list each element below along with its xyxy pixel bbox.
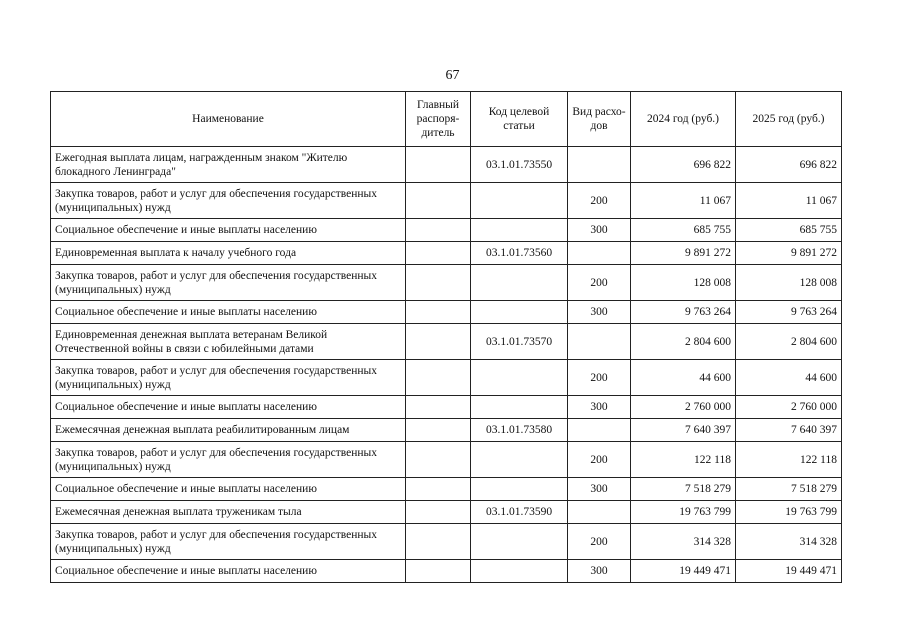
cell-kind [568,501,631,524]
table-row [51,147,842,183]
cell-kind: 300 [568,396,631,419]
cell-2024: 696 822 [631,147,736,183]
cell-kind [568,242,631,265]
cell-admin [406,183,471,219]
cell-kind: 300 [568,560,631,583]
cell-2024: 7 518 279 [631,478,736,501]
cell-kind: 300 [568,478,631,501]
table-row [51,219,842,242]
cell-code [471,560,568,583]
table-row [51,360,842,396]
cell-2025: 128 008 [736,265,842,301]
cell-2024: 9 763 264 [631,301,736,324]
header-name: Наименование [51,92,406,147]
cell-code [471,265,568,301]
cell-admin [406,478,471,501]
cell-kind: 300 [568,219,631,242]
table-header-row [51,92,842,147]
cell-2024: 122 118 [631,442,736,478]
cell-name: Ежемесячная денежная выплата реабилитированным лицам [51,419,406,442]
cell-name: Закупка товаров, работ и услуг для обеспечения государственных (муниципальных) нужд [51,524,406,560]
cell-name: Социальное обеспечение и иные выплаты населению [51,560,406,583]
cell-2024: 2 804 600 [631,324,736,360]
cell-admin [406,265,471,301]
cell-2024: 7 640 397 [631,419,736,442]
cell-admin [406,147,471,183]
header-2024: 2024 год (руб.) [631,92,736,147]
header-code: Код целевой статьи [471,92,568,147]
header-admin: Главный распоря-дитель [406,92,471,147]
table-row [51,301,842,324]
cell-code [471,183,568,219]
cell-name: Закупка товаров, работ и услуг для обеспечения государственных (муниципальных) нужд [51,442,406,478]
cell-admin [406,524,471,560]
cell-2024: 314 328 [631,524,736,560]
cell-2025: 19 449 471 [736,560,842,583]
table-row [51,478,842,501]
table-row [51,501,842,524]
cell-2025: 7 640 397 [736,419,842,442]
cell-name: Социальное обеспечение и иные выплаты населению [51,478,406,501]
cell-code: 03.1.01.73560 [471,242,568,265]
cell-name: Социальное обеспечение и иные выплаты населению [51,396,406,419]
table-row [51,324,842,360]
cell-kind: 200 [568,360,631,396]
table-row [51,442,842,478]
table-row [51,265,842,301]
cell-2025: 122 118 [736,442,842,478]
cell-name: Социальное обеспечение и иные выплаты населению [51,219,406,242]
cell-2025: 44 600 [736,360,842,396]
cell-code [471,360,568,396]
cell-admin [406,219,471,242]
cell-name: Закупка товаров, работ и услуг для обеспечения государственных (муниципальных) нужд [51,265,406,301]
cell-code [471,396,568,419]
header-2025: 2025 год (руб.) [736,92,842,147]
table-row [51,242,842,265]
cell-code: 03.1.01.73570 [471,324,568,360]
cell-2025: 9 891 272 [736,242,842,265]
cell-kind: 200 [568,524,631,560]
cell-name: Единовременная выплата к началу учебного года [51,242,406,265]
cell-admin [406,419,471,442]
cell-admin [406,242,471,265]
table-row [51,183,842,219]
cell-admin [406,560,471,583]
budget-table [50,91,842,583]
cell-kind: 300 [568,301,631,324]
cell-2025: 2 804 600 [736,324,842,360]
cell-kind [568,419,631,442]
cell-code [471,219,568,242]
cell-2025: 2 760 000 [736,396,842,419]
cell-name: Единовременная денежная выплата ветеранам Великой Отечественной войны в связи с юбилейными датами [51,324,406,360]
cell-admin [406,442,471,478]
cell-code: 03.1.01.73550 [471,147,568,183]
cell-code [471,478,568,501]
cell-code: 03.1.01.73580 [471,419,568,442]
cell-2024: 2 760 000 [631,396,736,419]
cell-2025: 7 518 279 [736,478,842,501]
cell-name: Социальное обеспечение и иные выплаты населению [51,301,406,324]
page-number: 67 [445,68,460,83]
cell-2024: 9 891 272 [631,242,736,265]
cell-2024: 11 067 [631,183,736,219]
cell-code: 03.1.01.73590 [471,501,568,524]
cell-admin [406,360,471,396]
cell-name: Ежемесячная денежная выплата труженикам тыла [51,501,406,524]
cell-2025: 11 067 [736,183,842,219]
table-row [51,560,842,583]
cell-admin [406,301,471,324]
cell-kind [568,324,631,360]
cell-name: Закупка товаров, работ и услуг для обеспечения государственных (муниципальных) нужд [51,360,406,396]
cell-admin [406,501,471,524]
cell-2024: 685 755 [631,219,736,242]
cell-kind: 200 [568,183,631,219]
cell-2024: 19 449 471 [631,560,736,583]
cell-2024: 19 763 799 [631,501,736,524]
cell-name: Закупка товаров, работ и услуг для обеспечения государственных (муниципальных) нужд [51,183,406,219]
table-row [51,396,842,419]
table-row [51,524,842,560]
cell-kind [568,147,631,183]
cell-2024: 128 008 [631,265,736,301]
cell-2025: 685 755 [736,219,842,242]
cell-code [471,301,568,324]
cell-code [471,524,568,560]
cell-2025: 19 763 799 [736,501,842,524]
cell-name: Ежегодная выплата лицам, награжденным знаком "Жителю блокадного Ленинграда" [51,147,406,183]
table-row [51,419,842,442]
cell-2025: 314 328 [736,524,842,560]
cell-2025: 9 763 264 [736,301,842,324]
cell-kind: 200 [568,442,631,478]
cell-kind: 200 [568,265,631,301]
cell-admin [406,324,471,360]
cell-admin [406,396,471,419]
cell-code [471,442,568,478]
header-kind: Вид расхо-дов [568,92,631,147]
cell-2025: 696 822 [736,147,842,183]
cell-2024: 44 600 [631,360,736,396]
